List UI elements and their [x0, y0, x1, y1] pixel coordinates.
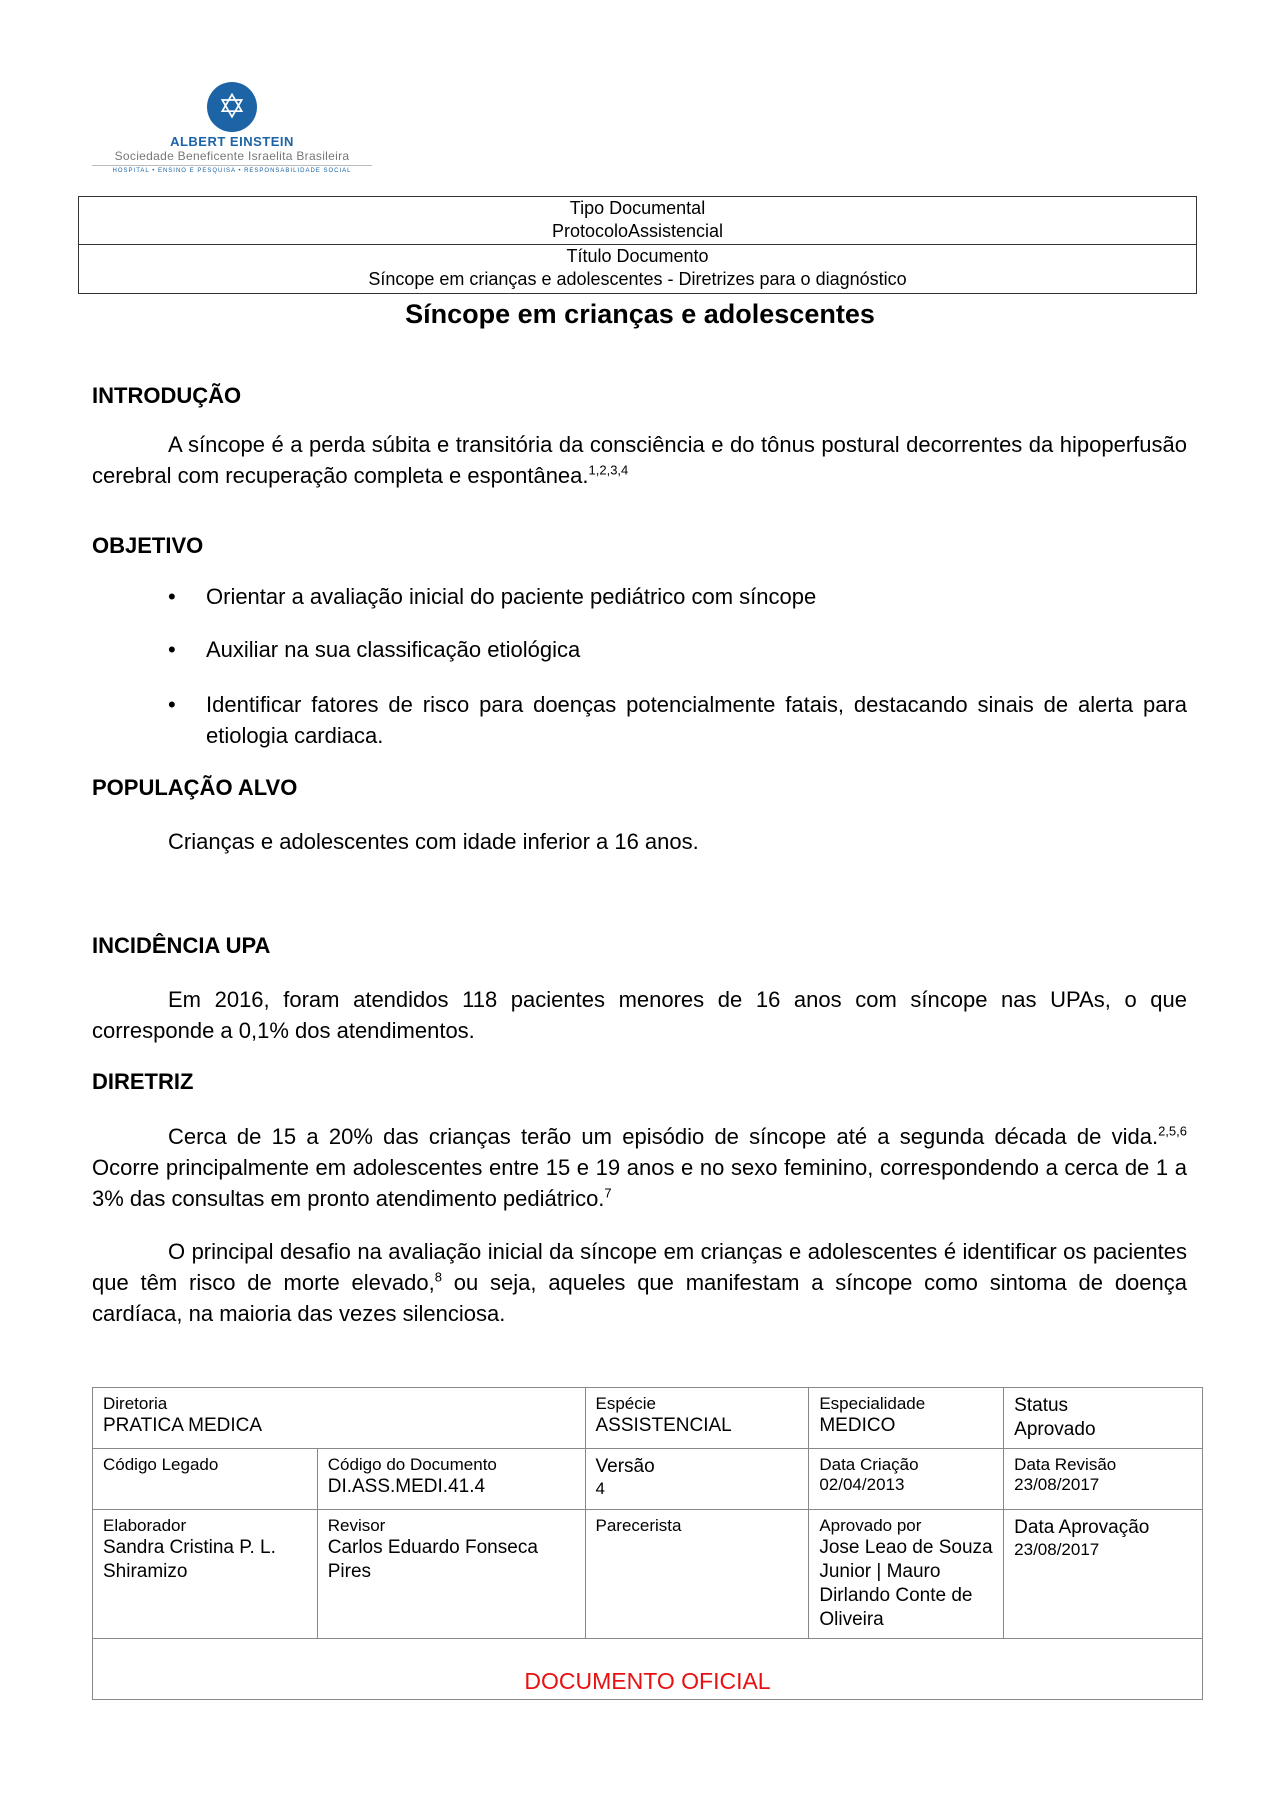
list-item [168, 689, 1187, 751]
label: Revisor [327, 1516, 386, 1535]
cell-aprovado-por [809, 1510, 1004, 1639]
label: Diretoria [103, 1394, 168, 1413]
value: Jose Leao de Souza Junior | Mauro Dirlando Conte de Oliveira [819, 1537, 993, 1630]
label: Versão [595, 1456, 655, 1477]
value: Aprovado [1014, 1419, 1096, 1440]
page-title: Síncope em crianças e adolescentes [405, 299, 875, 329]
cell-especialidade [809, 1388, 1004, 1449]
value: Carlos Eduardo Fonseca Pires [327, 1537, 538, 1582]
ref: 8 [434, 1269, 442, 1285]
cell-diretoria [93, 1388, 586, 1449]
cell-elaborador [93, 1510, 318, 1639]
label: Parecerista [595, 1516, 682, 1535]
value: 02/04/2013 [819, 1475, 905, 1494]
cell-codigo-doc [317, 1449, 585, 1510]
logo-name: ALBERT EINSTEIN [170, 134, 294, 149]
value: ASSISTENCIAL [595, 1415, 732, 1436]
value: 4 [595, 1479, 605, 1498]
diretriz-paragraph-1 [92, 1121, 1187, 1214]
incidencia-paragraph: Em 2016, foram atendidos 118 pacientes menores de 16 anos com síncope nas UPAs, o que corresponde a 0,1% dos atendimentos. [92, 987, 1187, 1043]
intro-paragraph [92, 429, 1187, 491]
populacao-paragraph: Crianças e adolescentes com idade inferior a 16 anos. [168, 829, 699, 854]
cell-data-revisao [1004, 1449, 1203, 1510]
label: Data Aprovação [1014, 1517, 1150, 1538]
star-of-david-icon: ✡ [207, 82, 257, 132]
value: DI.ASS.MEDI.41.4 [327, 1476, 486, 1497]
cell-especie [585, 1388, 809, 1449]
label: Aprovado por [819, 1516, 922, 1535]
tipo-label: Tipo Documental [569, 198, 706, 218]
list-item [168, 634, 1187, 665]
value: Sandra Cristina P. L. Shiramizo [103, 1537, 276, 1582]
cell-status [1004, 1388, 1203, 1449]
cell-versao [585, 1449, 809, 1510]
ref: 1,2,3,4 [588, 462, 629, 478]
document-header-table [78, 196, 1197, 294]
list-item [168, 581, 1187, 612]
intro-text: A síncope é a perda súbita e transitória da consciência e do tônus postural decorrentes da hipoperfusão cerebral com recuperação completa e espontânea. [92, 432, 1187, 488]
cell-parecerista [585, 1510, 809, 1639]
label: Data Criação [819, 1455, 919, 1474]
text: ou seja, aqueles que manifestam a síncope como sintoma de doença cardíaca, na maioria das vezes silenciosa. [92, 1270, 1187, 1326]
text: O principal desafio na avaliação inicial da síncope em crianças e adolescentes é identificar os pacientes que têm risco de morte elevado, [92, 1239, 1187, 1295]
cell-data-criacao [809, 1449, 1004, 1510]
official-document-label: DOCUMENTO OFICIAL [93, 1639, 1203, 1700]
heading-objetivo: OBJETIVO [92, 533, 204, 558]
heading-populacao: POPULAÇÃO ALVO [92, 775, 298, 800]
titulo-label: Título Documento [566, 246, 709, 266]
hospital-logo [92, 82, 372, 174]
ref: 7 [604, 1185, 612, 1201]
cell-data-aprovacao [1004, 1510, 1203, 1639]
bullet-text: Orientar a avaliação inicial do paciente pediátrico com síncope [206, 584, 817, 609]
label: Elaborador [103, 1516, 187, 1535]
document-metadata-table [92, 1387, 1203, 1700]
bullet-icon: • [168, 637, 176, 662]
bullet-text: Identificar fatores de risco para doenças potencialmente fatais, destacando sinais de alerta para etiologia cardiaca. [206, 692, 1187, 748]
label: Data Revisão [1014, 1455, 1117, 1474]
tipo-value: ProtocoloAssistencial [551, 221, 724, 241]
text: Ocorre principalmente em adolescentes entre 15 e 19 anos e no sexo feminino, correspondendo a cerca de 1 a 3% das consultas em pronto atendimento pediátrico. [92, 1155, 1187, 1211]
bullet-text: Auxiliar na sua classificação etiológica [206, 637, 581, 662]
label: Espécie [595, 1394, 656, 1413]
heading-introducao: INTRODUÇÃO [92, 383, 242, 408]
heading-incidencia: INCIDÊNCIA UPA [92, 933, 271, 958]
label: Especialidade [819, 1394, 926, 1413]
diretriz-paragraph-2 [92, 1236, 1187, 1329]
logo-org: Sociedade Beneficente Israelita Brasileira [92, 149, 372, 166]
ref: 2,5,6 [1158, 1123, 1187, 1139]
cell-codigo-legado [93, 1449, 318, 1510]
bullet-icon: • [168, 584, 176, 609]
value: PRATICA MEDICA [103, 1415, 263, 1436]
label: Status [1014, 1395, 1069, 1416]
logo-tagline: HOSPITAL • ENSINO E PESQUISA • RESPONSABILIDADE SOCIAL [112, 168, 352, 174]
cell-revisor [317, 1510, 585, 1639]
value: MEDICO [819, 1415, 896, 1436]
label: Código Legado [103, 1455, 219, 1474]
heading-diretriz: DIRETRIZ [92, 1069, 194, 1094]
label: Código do Documento [327, 1455, 497, 1474]
value: 23/08/2017 [1014, 1540, 1100, 1559]
titulo-value: Síncope em crianças e adolescentes - Diretrizes para o diagnóstico [368, 269, 907, 289]
value: 23/08/2017 [1014, 1475, 1100, 1494]
bullet-icon: • [168, 692, 176, 717]
text: Cerca de 15 a 20% das crianças terão um episódio de síncope até a segunda década de vida. [168, 1124, 1159, 1149]
